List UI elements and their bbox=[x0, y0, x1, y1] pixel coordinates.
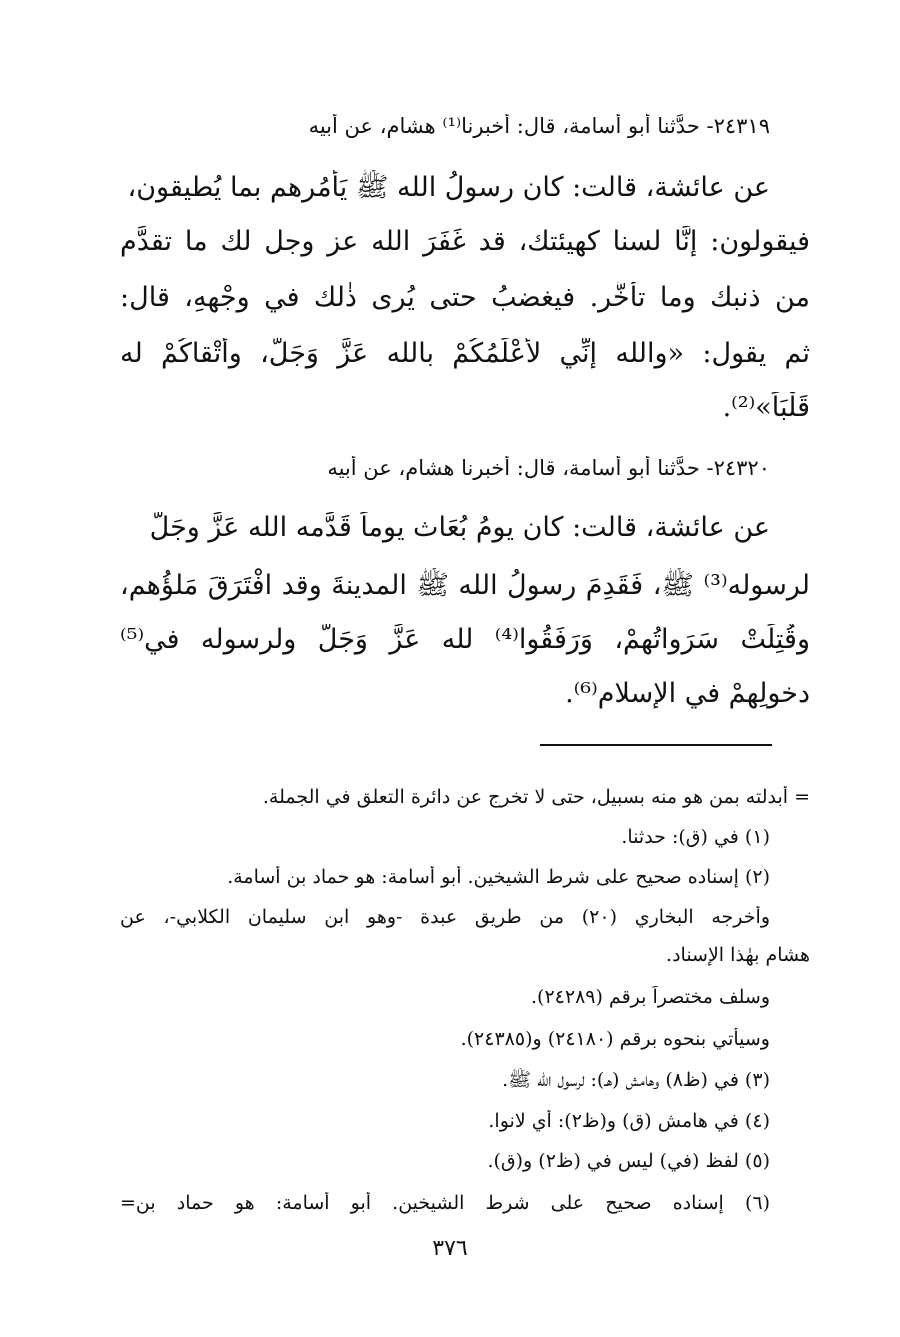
footnote-line: (٥) لفظ (في) ليس في (ظ٢) و(ق). bbox=[487, 1150, 770, 1172]
footnote-line: وسلف مختصراً برقم (٢٤٢٨٩). bbox=[531, 986, 770, 1008]
hadith-text-line: لرسوله⁽³⁾ ﷺ، فَقَدِمَ رسولُ الله ﷺ المدينةَ وقد افْتَرَقَ مَلؤُهم، bbox=[120, 570, 810, 601]
footnote-line: (٤) في هامش (ق) و(ظ٢): أي لانوا. bbox=[488, 1110, 770, 1132]
page-number: ٣٧٦ bbox=[432, 1236, 468, 1261]
hadith-text-line: قَلْبَاً»⁽²⁾. bbox=[722, 392, 810, 423]
footnote-divider bbox=[540, 744, 772, 746]
footnote-line: وسيأتي بنحوه برقم (٢٤١٨٠) و(٢٤٣٨٥). bbox=[460, 1028, 770, 1050]
footnote-line: (٦) إسناده صحيح على شرط الشيخين. أبو أسامة: هو حماد بن= bbox=[120, 1192, 770, 1214]
hadith-text-line: عن عائشة، قالت: كان رسولُ الله ﷺ يَأْمُرهم بما يُطيقون، bbox=[127, 172, 770, 203]
hadith-number: ٢٤٣١٩- bbox=[706, 114, 770, 138]
footnote-line: (٣) في (ظ٨) وهامش (هـ): لرسول الله ﷺ. bbox=[502, 1069, 770, 1091]
footnote-line: (٢) إسناده صحيح على شرط الشيخين. أبو أسامة: هو حماد بن أسامة. bbox=[227, 866, 770, 888]
footnote-line: وأخرجه البخاري (٢٠) من طريق عبدة -وهو ابن سليمان الكلابي-، عن bbox=[120, 906, 770, 928]
hadith-header bbox=[120, 114, 810, 138]
hadith-number: ٢٤٣٢٠- bbox=[706, 456, 770, 480]
hadith-text-line: عن عائشة، قالت: كان يومُ بُعَاث يوماً قَدَّمه الله عَزَّ وجَلَّ bbox=[149, 512, 770, 543]
hadith-chain: حدَّثنا أبو أُسامة، قال: أخبرنا⁽¹⁾ هشام، عن أبيه bbox=[308, 114, 707, 138]
hadith-text-line: وقُتِلَتْ سَرَواتُهمْ، وَرَفَقُوا⁽⁴⁾ لله عَزَّ وَجَلَّ ولرسوله في⁽⁵⁾ bbox=[120, 624, 810, 655]
hadith-text-line: ثم يقول: «والله إنِّي لأَعْلَمُكُمْ بالله عَزَّ وَجَلَّ، وأَتْقاكُمْ له bbox=[120, 338, 810, 369]
hadith-text-line: دخولِهِمْ في الإسلام⁽⁶⁾. bbox=[565, 678, 810, 709]
hadith-text-line: فيقولون: إنَّا لسنا كهيئتك، قد غَفَرَ الله عز وجل لك ما تقدَّم bbox=[120, 226, 810, 257]
hadith-header bbox=[120, 456, 810, 480]
footnote-line: (١) في (ق): حدثنا. bbox=[621, 826, 770, 848]
footnote-line: = أبدلته بمن هو منه بسبيل، حتى لا تخرج عن دائرة التعلق في الجملة. bbox=[262, 786, 810, 808]
footnote-line: هشام بهٰذا الإسناد. bbox=[666, 944, 810, 966]
hadith-text-line: من ذنبك وما تأخَّر. فيغضبُ حتى يُرى ذٰلك في وجْهِهِ، قال: bbox=[120, 282, 810, 313]
hadith-chain: حدَّثنا أبو أُسامة، قال: أخبرنا هشام، عن أبيه bbox=[327, 456, 707, 480]
